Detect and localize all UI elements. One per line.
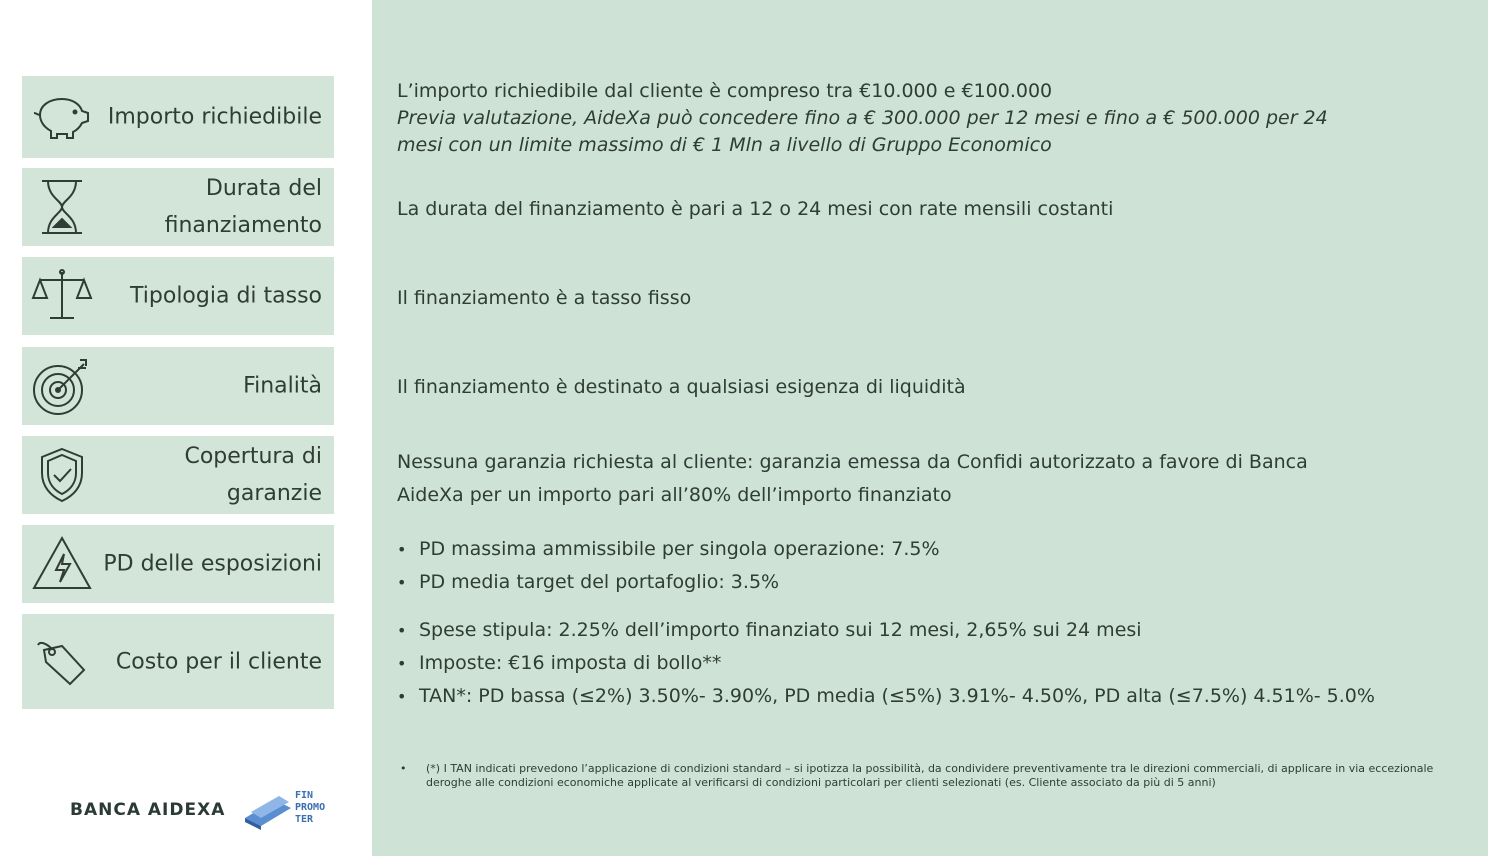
label-durata: Durata del finanziamento [164,176,322,238]
label-costo: Costo per il cliente [115,649,322,674]
garanzie-line-2: AideXa per un importo pari all’80% dell’importo finanziato [397,484,952,506]
pd-list [397,533,940,599]
tasso-text: Il finanziamento è a tasso fisso [397,287,692,309]
label-finalita: Finalità [243,373,322,399]
finpromoter-logo [245,790,335,832]
label-importo: Importo richiedibile [107,104,322,130]
list-item: • Spese stipula: 2.25% dell’importo finanziato sui 12 mesi, 2,65% sui 24 mesi [397,614,1375,647]
shield-check-icon [30,443,94,507]
label-box-garanzie [22,436,334,514]
list-item: • PD massima ammissibile per singola operazione: 7.5% [397,533,940,566]
importo-line-2: Previa valutazione, AideXa può concedere fino a € 300.000 per 12 mesi e fino a € 500.000 per 24 [397,107,1328,129]
label-tasso: Tipologia di tasso [130,283,322,309]
target-icon [30,354,94,418]
list-item: • TAN*: PD bassa (≤2%) 3.50%- 3.90%, PD media (≤5%) 3.91%- 4.50%, PD alta (≤7.5%) 4.51%- 5.0% [397,680,1375,713]
price-tag-icon [30,630,94,694]
importo-line-3: mesi con un limite massimo di € 1 Mln a livello di Gruppo Economico [397,134,1052,156]
garanzie-line-1: Nessuna garanzia richiesta al cliente: garanzia emessa da Confidi autorizzato a favore di Banca [397,451,1308,473]
footnote: • (*) I TAN indicati prevedono l’applicazione di condizioni standard – si ipotizza la possibilità, da condividere preventivamente tra le direzioni commerciali, di applicare in via eccezionale deroghe alle condizioni economiche applicate al verificarsi di condizioni particolari per clienti selezionati (es. Cliente associato da più di 5 anni) [400,762,1470,790]
label-box-pd [22,525,334,603]
hourglass-icon [30,175,94,239]
finpromoter-mark-icon [245,794,293,830]
label-box-finalita [22,347,334,425]
finpromoter-line-2: PROMO [295,802,326,813]
label-box-tasso [22,257,334,335]
piggy-bank-icon [30,85,94,149]
finpromoter-line-3: TER [295,814,314,825]
label-box-costo [22,614,334,709]
importo-text [397,78,1328,159]
finalita-text: Il finanziamento è destinato a qualsiasi esigenza di liquidità [397,376,966,398]
banca-aidexa-logo: BANCA AIDEXA [70,800,226,820]
durata-text: La durata del finanziamento è pari a 12 o 24 mesi con rate mensili costanti [397,198,1114,220]
list-item: • Imposte: €16 imposta di bollo** [397,647,1375,680]
label-garanzie: Copertura di garanzie [184,444,322,506]
finpromoter-line-1: FIN [295,790,314,801]
list-item: • PD media target del portafoglio: 3.5% [397,566,940,599]
label-box-importo [22,76,334,158]
warning-bolt-icon [30,532,94,596]
scales-icon [30,264,94,328]
costo-list [397,614,1375,713]
garanzie-text [397,446,1308,512]
importo-line-1: L’importo richiedibile dal cliente è compreso tra €10.000 e €100.000 [397,80,1053,102]
label-pd: PD delle esposizioni [103,551,322,577]
label-box-durata [22,168,334,246]
